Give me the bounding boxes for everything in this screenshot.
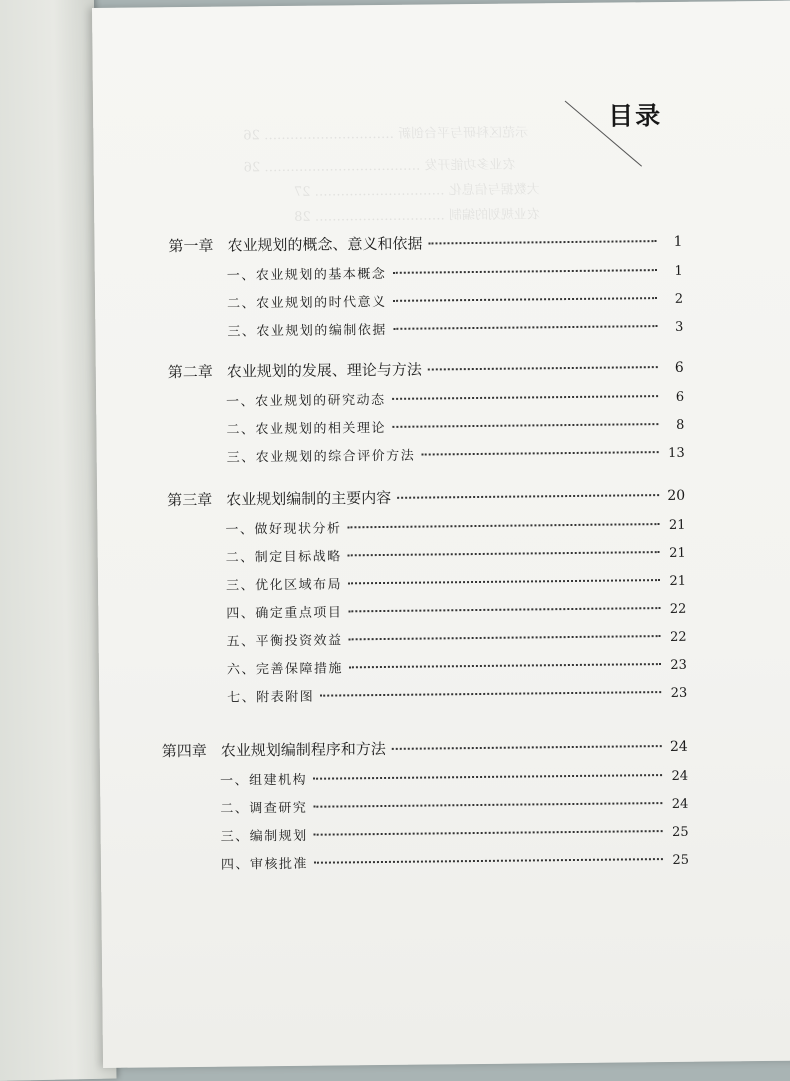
chapter-title: 农业规划编制程序和方法 bbox=[220, 739, 386, 760]
section-page-number: 25 bbox=[672, 852, 690, 868]
leader-dots bbox=[313, 802, 662, 808]
section-page-number: 23 bbox=[670, 685, 688, 701]
leader-dots bbox=[348, 579, 660, 584]
leader-dots bbox=[393, 297, 657, 302]
section-page-number: 23 bbox=[670, 657, 687, 673]
section-page-number: 8 bbox=[676, 417, 685, 433]
section-page-number: 21 bbox=[669, 545, 686, 561]
section-page-number: 22 bbox=[669, 629, 687, 645]
leader-dots bbox=[428, 366, 658, 370]
leader-dots bbox=[393, 325, 657, 330]
section-row bbox=[226, 542, 686, 566]
toc-page: 目录 示范区科研与平台创新 ………………………… 26 农业多功能开发 ……………………………… 26 大数据与信息化 ………………………… 27 农业规划的编制 ………………………… 28 第一章 农业规划的概念、意义和依据 1 一、农业规划的基本概念 1 二、农业规划的时代意义 2 三、农业规划的编制依据 3 第二章 农业规划的发展、理论与方法 6 一、农业规划的研究动态 6 二、农业规划的相关理论 8 三、农业规划的综合评价方法 13 第三章 农业规划编制的主要内容 20 一、做好现状分析 21 二、制定目标战略 21 三、优化区域布局 21 四、确定重点项目 22 五、平衡投资效益 22 六、完善保障措施 23 七、附表附图 23 第四章 农业规划编制程序和方法 24 一、组建机构 24 二、调查研究 24 三、编制规划 25 四、审核批准 25 bbox=[92, 1, 790, 1068]
section-title: 四、审核批准 bbox=[220, 856, 309, 873]
section-row bbox=[227, 682, 687, 706]
chapter-title: 农业规划的发展、理论与方法 bbox=[226, 360, 422, 381]
leader-dots bbox=[392, 745, 662, 750]
section-page-number: 25 bbox=[672, 824, 689, 840]
section-title: 三、农业规划的综合评价方法 bbox=[226, 448, 416, 466]
chapter-row bbox=[168, 230, 682, 256]
leader-dots bbox=[349, 663, 661, 668]
section-title: 三、编制规划 bbox=[220, 828, 308, 845]
section-title: 七、附表附图 bbox=[227, 689, 315, 706]
section-title: 一、农业规划的研究动态 bbox=[226, 392, 386, 410]
chapter-number: 第四章 bbox=[161, 741, 207, 761]
chapter-row bbox=[168, 356, 684, 382]
section-row bbox=[221, 821, 689, 845]
chapter-page-number: 6 bbox=[674, 359, 684, 376]
leader-dots bbox=[392, 269, 656, 274]
section-title: 六、完善保障措施 bbox=[226, 661, 344, 678]
leader-dots bbox=[392, 423, 658, 428]
section-page-number: 22 bbox=[669, 601, 687, 617]
section-title: 三、农业规划的编制依据 bbox=[227, 322, 387, 340]
section-page-number: 6 bbox=[675, 389, 685, 405]
leader-dots bbox=[313, 774, 662, 780]
chapter-number: 第一章 bbox=[168, 236, 214, 256]
section-row bbox=[226, 570, 686, 594]
section-title: 四、确定重点项目 bbox=[226, 605, 343, 622]
chapter-number: 第三章 bbox=[167, 490, 213, 510]
chapter-page-number: 1 bbox=[673, 233, 683, 250]
section-row bbox=[227, 260, 683, 284]
section-title: 二、制定目标战略 bbox=[225, 549, 342, 566]
chapter-page-number: 20 bbox=[667, 487, 686, 505]
section-row bbox=[227, 316, 683, 340]
leader-dots bbox=[348, 607, 660, 612]
section-row bbox=[227, 626, 687, 650]
section-title: 一、组建机构 bbox=[220, 772, 308, 789]
section-row bbox=[226, 386, 684, 410]
section-row bbox=[220, 765, 688, 789]
section-title: 二、农业规划的时代意义 bbox=[227, 294, 387, 312]
section-title: 一、农业规划的基本概念 bbox=[226, 266, 387, 284]
section-page-number: 24 bbox=[671, 796, 689, 812]
section-title: 一、做好现状分析 bbox=[225, 521, 342, 538]
section-row bbox=[220, 793, 688, 817]
chapter-row bbox=[167, 484, 685, 510]
leader-dots bbox=[314, 858, 663, 864]
leader-dots bbox=[348, 551, 660, 556]
section-page-number: 21 bbox=[669, 573, 687, 589]
chapter-title: 农业规划编制的主要内容 bbox=[226, 488, 392, 509]
section-page-number: 3 bbox=[675, 319, 684, 335]
chapter-page-number: 24 bbox=[669, 738, 688, 755]
page-title: 目录 bbox=[608, 101, 663, 131]
table-of-contents bbox=[92, 1, 790, 1068]
section-page-number: 1 bbox=[674, 263, 683, 279]
section-row bbox=[226, 414, 684, 438]
section-row bbox=[227, 654, 687, 678]
leader-dots bbox=[392, 395, 658, 400]
section-page-number: 21 bbox=[668, 517, 686, 533]
section-row bbox=[221, 849, 689, 873]
section-row bbox=[226, 598, 686, 622]
leader-dots bbox=[429, 240, 657, 244]
leader-dots bbox=[347, 523, 659, 528]
chapter-title: 农业规划的概念、意义和依据 bbox=[227, 234, 423, 255]
leader-dots bbox=[314, 830, 663, 836]
chapter-number: 第二章 bbox=[167, 362, 213, 382]
section-page-number: 2 bbox=[674, 291, 684, 307]
section-row bbox=[227, 442, 685, 466]
leader-dots bbox=[349, 635, 661, 640]
section-row bbox=[225, 514, 685, 538]
section-title: 二、农业规划的相关理论 bbox=[226, 420, 387, 438]
leader-dots bbox=[397, 494, 659, 499]
section-row bbox=[227, 288, 683, 312]
section-page-number: 13 bbox=[668, 445, 685, 461]
leader-dots bbox=[320, 691, 661, 697]
section-title: 三、优化区域布局 bbox=[225, 577, 343, 594]
leader-dots bbox=[421, 451, 658, 455]
section-title: 二、调查研究 bbox=[220, 800, 308, 817]
section-title: 五、平衡投资效益 bbox=[226, 633, 343, 650]
chapter-row bbox=[162, 735, 688, 762]
section-page-number: 24 bbox=[671, 768, 689, 784]
